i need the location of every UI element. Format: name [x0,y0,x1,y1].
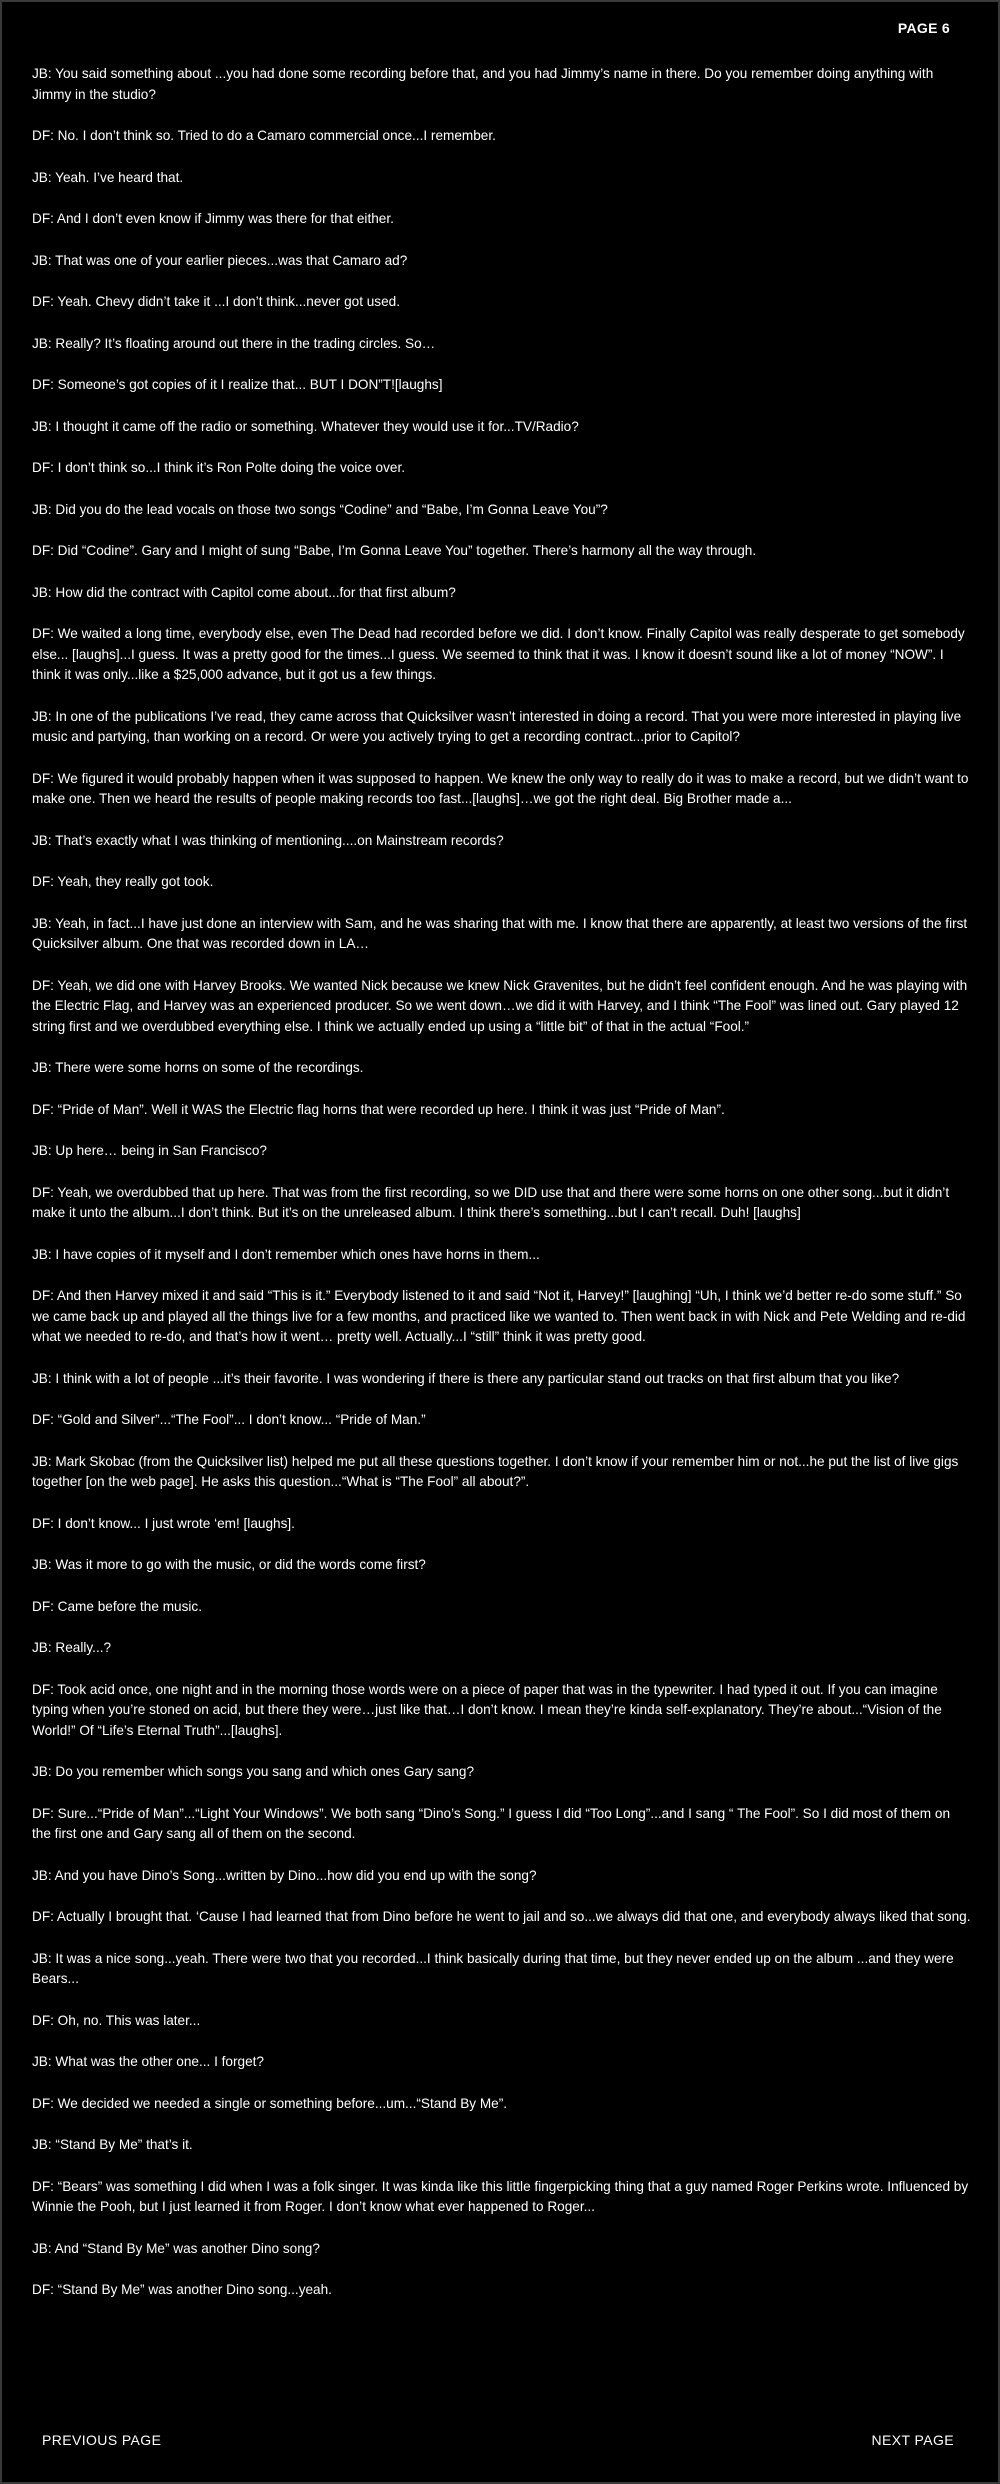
transcript-paragraph-interviewer: JB: And you have Dino’s Song...written by Dino...how did you end up with the song? [32,1867,537,1883]
transcript-paragraph-interviewer: JB: Really? It’s floating around out there in the trading circles. So… [32,335,436,351]
transcript-paragraph-interviewee: DF: Oh, no. This was later... [32,2012,201,2028]
transcript-paragraph-interviewee: DF: Took acid once, one night and in the morning those words were on a piece of paper that was in the typewriter. I had typed it out. If you can imagine typing when you’re stoned on acid, but there they were…just like that…I don’t know. I mean they’re kinda self-explanatory. They’re about...“Vision of the World!” Of “Life’s Eternal Truth”...[laughs]. [32,1681,942,1738]
transcript-paragraph-interviewee: DF: “Pride of Man”. Well it WAS the Electric flag horns that were recorded up here. I think it was just “Pride of Man”. [32,1101,725,1117]
transcript-paragraph-interviewer: JB: Was it more to go with the music, or did the words come first? [32,1557,426,1572]
transcript-paragraph-interviewee: DF: “Stand By Me” was another Dino song...yeah. [32,2282,332,2297]
transcript-paragraph-interviewer: JB: I thought it came off the radio or something. Whatever they would use it for...TV/Radio? [32,418,579,434]
transcript-paragraph-interviewer: JB: Mark Skobac (from the Quicksilver list) helped me put all these questions together. I don’t know if your remember him or not...he put the list of live gigs together [on the web page]. He asks this question...“What is “The Fool” all about?”. [32,1453,959,1489]
transcript-paragraph-interviewer: JB: And “Stand By Me” was another Dino song? [32,2240,320,2256]
transcript-paragraph-interviewer: JB: What was the other one... I forget? [32,2054,264,2069]
transcript-paragraph-interviewee: DF: And I don’t even know if Jimmy was there for that either. [32,211,394,226]
transcript-paragraph-interviewer: JB: Really...? [32,1640,112,1655]
transcript-paragraph-interviewer: JB: I think with a lot of people ...it’s their favorite. I was wondering if there is there any particular stand out tracks on that first album that you like? [32,1370,900,1386]
transcript-paragraph-interviewee: DF: I don’t think so...I think it’s Ron Polte doing the voice over. [32,460,406,475]
transcript-paragraph-interviewer: JB: It was a nice song...yeah. There were two that you recorded...I think basically during that time, but they never ended up on the album ...and they were Bears... [32,1950,954,1986]
transcript-paragraph-interviewer: JB: In one of the publications I’ve read, they came across that Quicksilver wasn’t interested in doing a record. That you were more interested in playing live music and partying, than working on a record. Or were you actively trying to get a recording contract...prior to Capitol? [32,708,962,744]
transcript-paragraph-interviewee: DF: “Bears” was something I did when I was a folk singer. It was kinda like this little fingerpicking thing that a guy named Roger Perkins wrote. Influenced by Winnie the Pooh, but I just learned it from Roger. I don’t know what ever happened to Roger... [32,2178,969,2214]
transcript-paragraph-interviewee: DF: Someone’s got copies of it I realize that... BUT I DON”T![laughs] [32,377,443,392]
transcript-paragraph-interviewer: JB: How did the contract with Capitol come about...for that first album? [32,584,456,600]
transcript-paragraph-interviewer: JB: There were some horns on some of the recordings. [32,1060,364,1075]
transcript-paragraph-interviewee: DF: “Gold and Silver”...“The Fool”... I don’t know... “Pride of Man.” [32,1412,426,1427]
transcript-paragraph-interviewee: DF: We figured it would probably happen when it was supposed to happen. We knew the only way to really do it was to make a record, but we didn’t want to make one. Then we heard the results of people making records too fast...[laughs]…we got the right deal. Big Brother made a... [32,770,969,806]
transcript-paragraph-interviewee: DF: We decided we needed a single or something before...um...“Stand By Me”. [32,2095,508,2111]
transcript-paragraph-interviewer: JB: “Stand By Me” that’s it. [32,2137,193,2152]
transcript-paragraph-interviewee: DF: Sure...“Pride of Man”...“Light Your Windows”. We both sang “Dino’s Song.” I guess I did “Too Long”...and I sang “ The Fool”. So I did most of them on the first one and Gary sang all of them on the second. [32,1805,951,1841]
next-page-link[interactable]: NEXT PAGE [871,2432,954,2448]
transcript-paragraph-interviewer: JB: Yeah, in fact...I have just done an interview with Sam, and he was sharing that with me. I know that there are apparently, at least two versions of the first Quicksilver album. One that was recorded down in LA… [32,915,968,951]
transcript-paragraph-interviewer: JB: Did you do the lead vocals on those two songs “Codine” and “Babe, I’m Gonna Leave You”? [32,501,608,517]
transcript-paragraph-interviewee: DF: Actually I brought that. ‘Cause I had learned that from Dino before he went to jail and so...we always did that one, and everybody always liked that song. [32,1909,971,1924]
transcript-paragraph-interviewer: JB: That’s exactly what I was thinking of mentioning....on Mainstream records? [32,832,504,848]
previous-page-link[interactable]: PREVIOUS PAGE [42,2432,162,2448]
transcript-paragraph-interviewee: DF: Came before the music. [32,1598,202,1614]
page-number: PAGE 6 [897,20,950,36]
transcript-paragraph-interviewee: DF: I don’t know... I just wrote ‘em! [laughs]. [32,1515,295,1531]
transcript-paragraph-interviewee: DF: We waited a long time, everybody else, even The Dead had recorded before we did. I don’t know. Finally Capitol was really desperate to get somebody else... [laughs]...I guess. It was a pretty good for the times...I guess. We seemed to think that it was. I know it doesn’t sound like a lot of money “NOW”. I think it was only...like a $25,000 advance, but it got us a few things. [32,626,965,682]
transcript-paragraph-interviewer: JB: That was one of your earlier pieces...was that Camaro ad? [32,252,408,268]
transcript-paragraph-interviewer: JB: I have copies of it myself and I don’t remember which ones have horns in them... [32,1246,540,1262]
transcript-paragraph-interviewee: DF: Yeah, we did one with Harvey Brooks. We wanted Nick because we knew Nick Gravenites, but he didn’t feel confident enough. And he was playing with the Electric Flag, and Harvey was an experienced producer. So we went down…we did it with Harvey, and I think “The Fool” was lined out. Gary played 12 string first and we overdubbed everything else. I think we actually ended up using a “little bit” of that in the actual “Fool.” [32,977,968,1034]
transcript-paragraph-interviewee: DF: Yeah, we overdubbed that up here. That was from the first recording, so we DID use that and there were some horns on one other song...but it didn’t make it unto the album...I don’t think. But it’s on the unreleased album. I think there’s something...but I can’t recall. Duh! [laughs] [32,1184,950,1220]
interview-transcript [32,64,972,2322]
transcript-paragraph-interviewee: DF: And then Harvey mixed it and said “This is it.” Everybody listened to it and said “Not it, Harvey!” [laughing] “Uh, I think we’d better re-do some stuff.” So we came back up and played all the things live for a few months, and practiced like we wanted to. Then went back in with Nick and Pete Welding and re-did what we needed to re-do, and that’s how it went… pretty well. Actually...I “still” think it was pretty good. [32,1288,966,1344]
transcript-paragraph-interviewer: JB: You said something about ...you had done some recording before that, and you had Jimmy’s name in there. Do you remember doing anything with Jimmy in the studio? [32,66,934,102]
transcript-paragraph-interviewee: DF: No. I don’t think so. Tried to do a Camaro commercial once...I remember. [32,128,496,143]
transcript-paragraph-interviewee: DF: Yeah, they really got took. [32,874,214,889]
transcript-paragraph-interviewee: DF: Yeah. Chevy didn’t take it ...I don’t think...never got used. [32,294,400,309]
transcript-paragraph-interviewer: JB: Yeah. I’ve heard that. [32,169,184,185]
transcript-paragraph-interviewer: JB: Do you remember which songs you sang and which ones Gary sang? [32,1764,475,1779]
transcript-paragraph-interviewer: JB: Up here… being in San Francisco? [32,1143,267,1158]
transcript-paragraph-interviewee: DF: Did “Codine”. Gary and I might of sung “Babe, I’m Gonna Leave You” together. There’s harmony all the way through. [32,543,757,558]
